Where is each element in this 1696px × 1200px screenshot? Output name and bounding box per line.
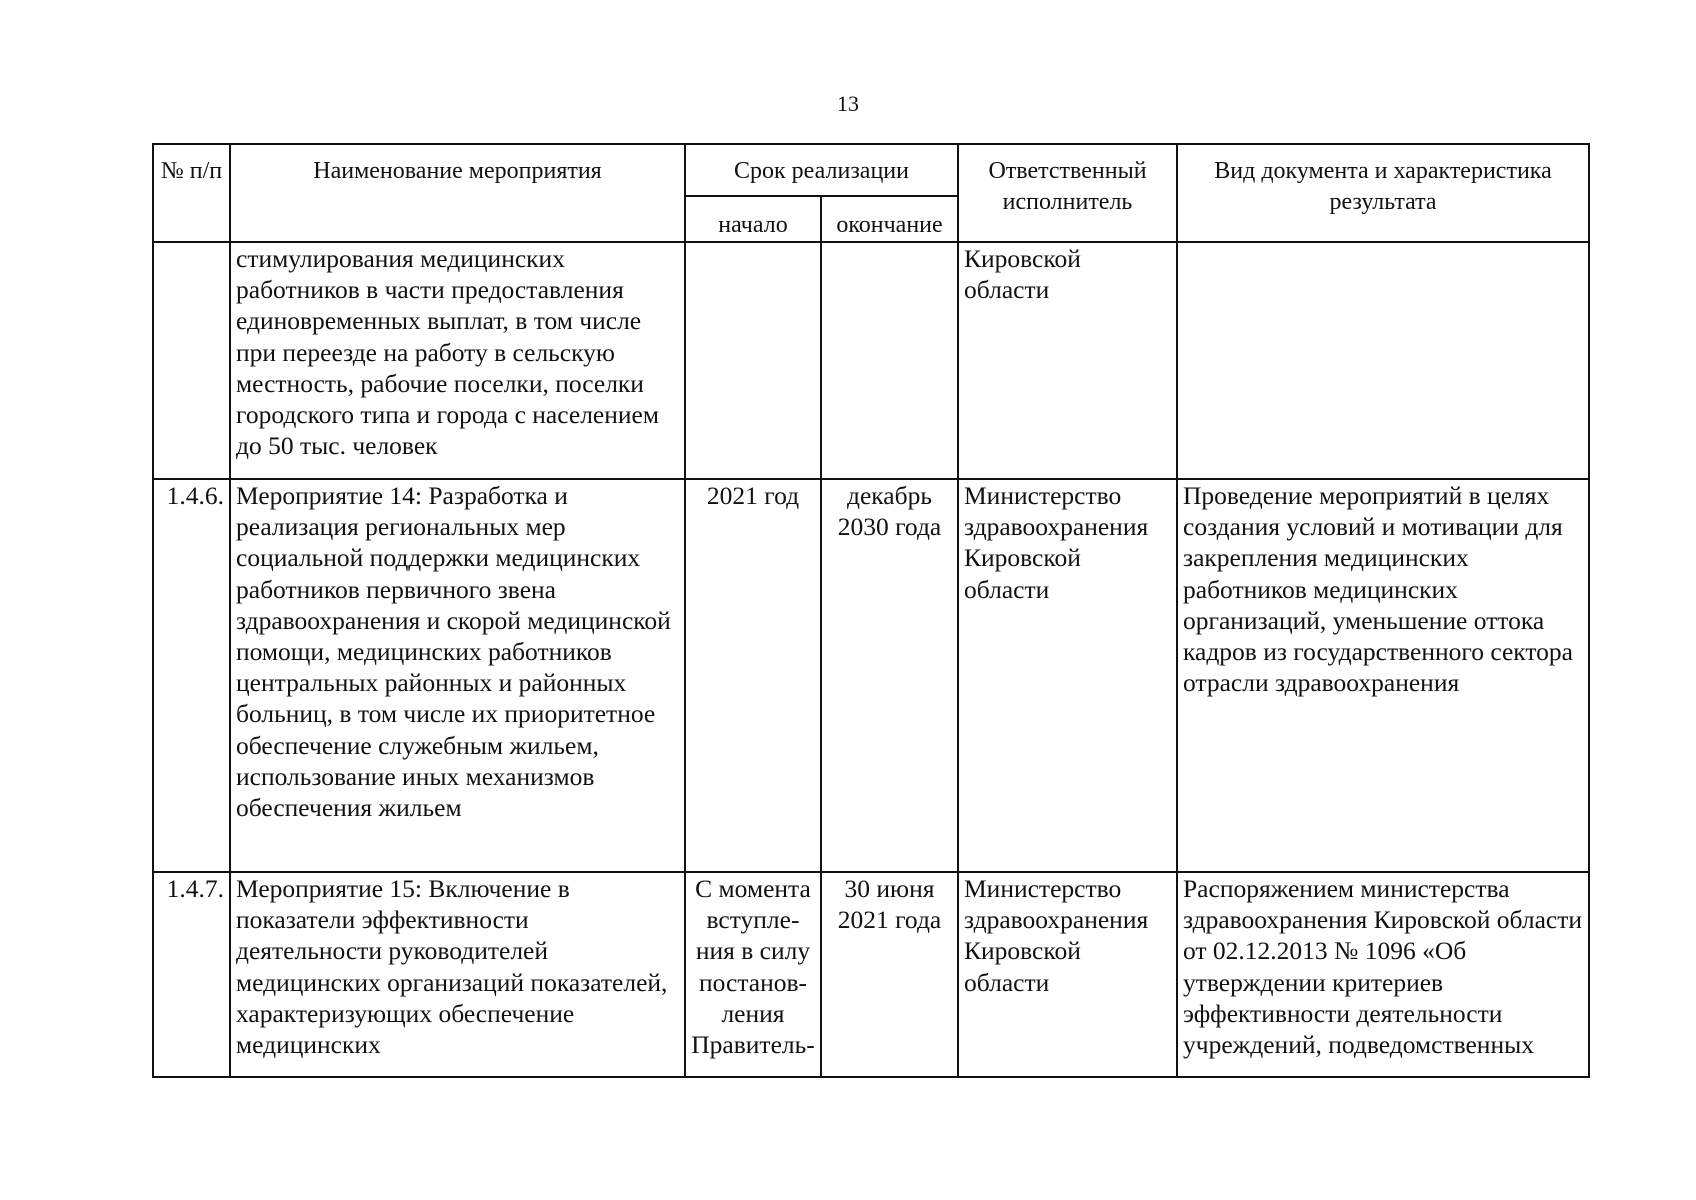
row-end: [821, 242, 958, 479]
row-name: Мероприятие 14: Разработка и реализация региональных мер социальной поддержки медицинских работников первичного звена здравоохранения и скорой медицинской помощи, медицинских работников центральных районных и районных больниц, в том числе их приоритетное обеспечение служебным жильем, использование иных механизмов обеспечения жильем: [230, 479, 685, 872]
measures-table: [152, 143, 1590, 1078]
row-name: Мероприятие 15: Включение в показатели эффективности деятельности руководителей медицинских организаций показателей, характеризующих обеспечение медицинских: [230, 872, 685, 1077]
header-result: Вид документа и характеристика результата: [1177, 144, 1589, 242]
header-period: Срок реализации: [685, 144, 958, 196]
row-end: декабрь 2030 года: [821, 479, 958, 872]
header-end: окончание: [821, 196, 958, 242]
row-responsible: Министерство здравоохранения Кировской области: [958, 479, 1177, 872]
table-header-row: [153, 144, 1589, 196]
table-row: [153, 872, 1589, 1077]
header-start: начало: [685, 196, 821, 242]
row-name: стимулирования медицинских работников в части предоставления единовременных выплат, в том числе при переезде на работу в сельскую местность, рабочие поселки, поселки городского типа и города с населением до 50 тыс. человек: [230, 242, 685, 479]
row-end: 30 июня 2021 года: [821, 872, 958, 1077]
row-number: 1.4.6.: [153, 479, 230, 872]
row-start: 2021 год: [685, 479, 821, 872]
table-row: [153, 479, 1589, 872]
row-start: [685, 242, 821, 479]
row-result: Проведение мероприятий в целях создания условий и мотивации для закрепления медицинских работников медицинских организаций, уменьшение оттока кадров из государственного сектора отрасли здравоохранения: [1177, 479, 1589, 872]
row-start: С момента вступле-ния в силу постанов-ления Правитель-: [685, 872, 821, 1077]
row-responsible: Министерство здравоохранения Кировской области: [958, 872, 1177, 1077]
row-number: 1.4.7.: [153, 872, 230, 1077]
header-name: Наименование мероприятия: [230, 144, 685, 242]
row-responsible: Кировской области: [958, 242, 1177, 479]
row-number: [153, 242, 230, 479]
row-result: Распоряжением министерства здравоохранения Кировской области от 02.12.2013 № 1096 «Об утверждении критериев эффективности деятельности учреждений, подведомственных: [1177, 872, 1589, 1077]
row-result: [1177, 242, 1589, 479]
table-row: [153, 242, 1589, 479]
header-responsible: Ответственный исполнитель: [958, 144, 1177, 242]
page-number: 13: [837, 91, 859, 116]
header-number: № п/п: [153, 144, 230, 242]
